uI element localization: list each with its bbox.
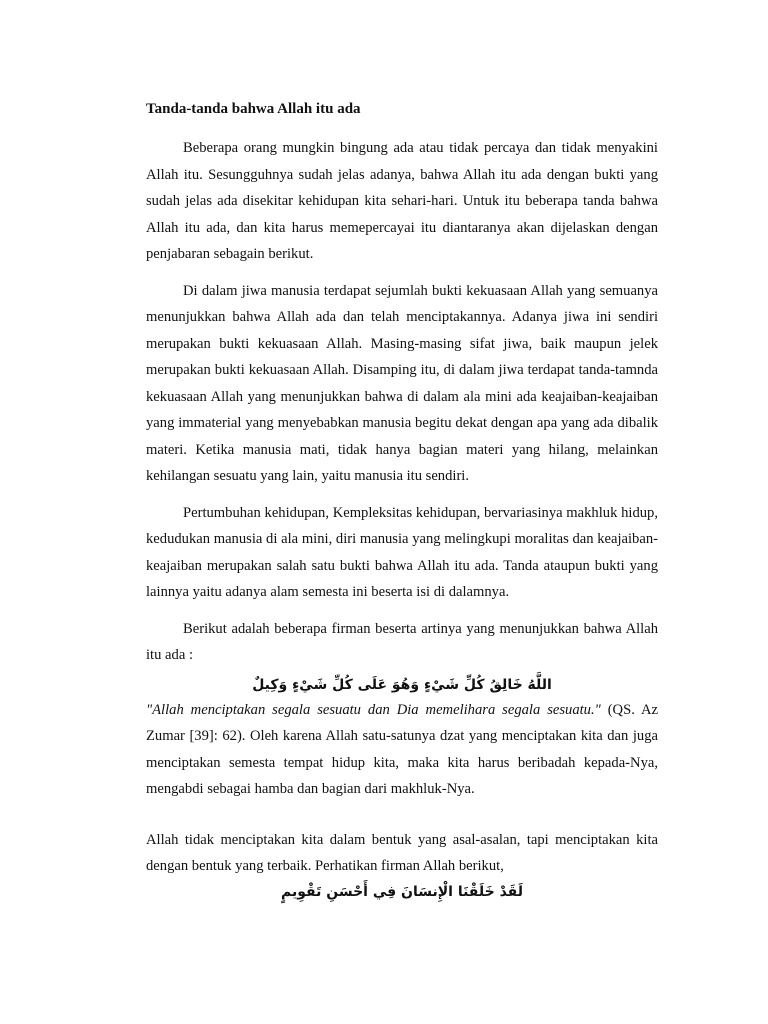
verse-arabic-1: اللَّهُ خَالِقُ كُلِّ شَيْءٍ وَهُوَ عَلَى كُلِّ شَيْءٍ وَكِيلٌ (252, 676, 552, 693)
paragraph-soul: Di dalam jiwa manusia terdapat sejumlah bukti kekuasaan Allah yang semuanya menunjukkan bahwa Allah ada dan telah menciptakannya. Adanya jiwa ini sendiri merupakan bukti kekuasaan Allah. Masing-masing sifat jiwa, baik maupun jelek merupakan bukti kekuasaan Allah. Disamping itu, di dalam jiwa terdapat tanda-tamnda kekuasaan Allah yang menunjukkan bahwa di dalam ala mini ada keajaiban-keajaiban yang immaterial yang menyebabkan manusia begitu dekat dengan apa yang ada dibalik materi. Ketika manusia mati, tidak hanya bagian materi yang hilang, melainkan kehilangan sesuatu yang lain, yaitu manusia itu sendiri. (146, 282, 658, 484)
verse-translation-1: "Allah menciptakan segala sesuatu dan Dia memelihara segala sesuatu." (146, 701, 601, 718)
verse-translation-paragraph (146, 697, 658, 803)
paragraph-firman-intro: Berikut adalah beberapa firman beserta artinya yang menunjukkan bahwa Allah itu ada : (146, 620, 658, 663)
paragraph-life: Pertumbuhan kehidupan, Kempleksitas kehidupan, bervariasinya makhluk hidup, kedudukan manusia di ala mini, diri manusia yang melingkupi moralitas dan keajaiban-keajaiban merupakan salah satu bukti bahwa Allah itu ada. Tanda ataupun bukti yang lainnya yaitu adanya alam semesta ini beserta isi di dalamnya. (146, 504, 658, 600)
paragraph-intro: Beberapa orang mungkin bingung ada atau tidak percaya dan tidak menyakini Allah itu. Sesungguhnya sudah jelas adanya, bahwa Allah itu ada dengan bukti yang sudah jelas ada disekitar kehidupan kita sehari-hari. Untuk itu beberapa tanda bahwa Allah itu ada, dan kita harus memepercayai itu diantaranya akan dijelaskan dengan penjabaran sebagain berikut. (146, 140, 658, 262)
verse-commentary-1: (QS. Az Zumar [39]: 62). Oleh karena Allah satu-satunya dzat yang menciptakan kita dan juga menciptakan semesta tempat hidup kita, maka kita harus beribadah kepada-Nya, mengabdi sebagai hamba dan bagian dari makhluk-Nya. (146, 701, 658, 797)
document-title: Tanda-tanda bahwa Allah itu ada (146, 101, 361, 117)
verse-arabic-2: لَقَدْ خَلَقْنَا الْإِنسَانَ فِي أَحْسَنِ تَقْوِيمٍ (281, 883, 523, 900)
paragraph-closing: Allah tidak menciptakan kita dalam bentuk yang asal-asalan, tapi menciptakan kita dengan bentuk yang terbaik. Perhatikan firman Allah berikut, (146, 831, 658, 874)
